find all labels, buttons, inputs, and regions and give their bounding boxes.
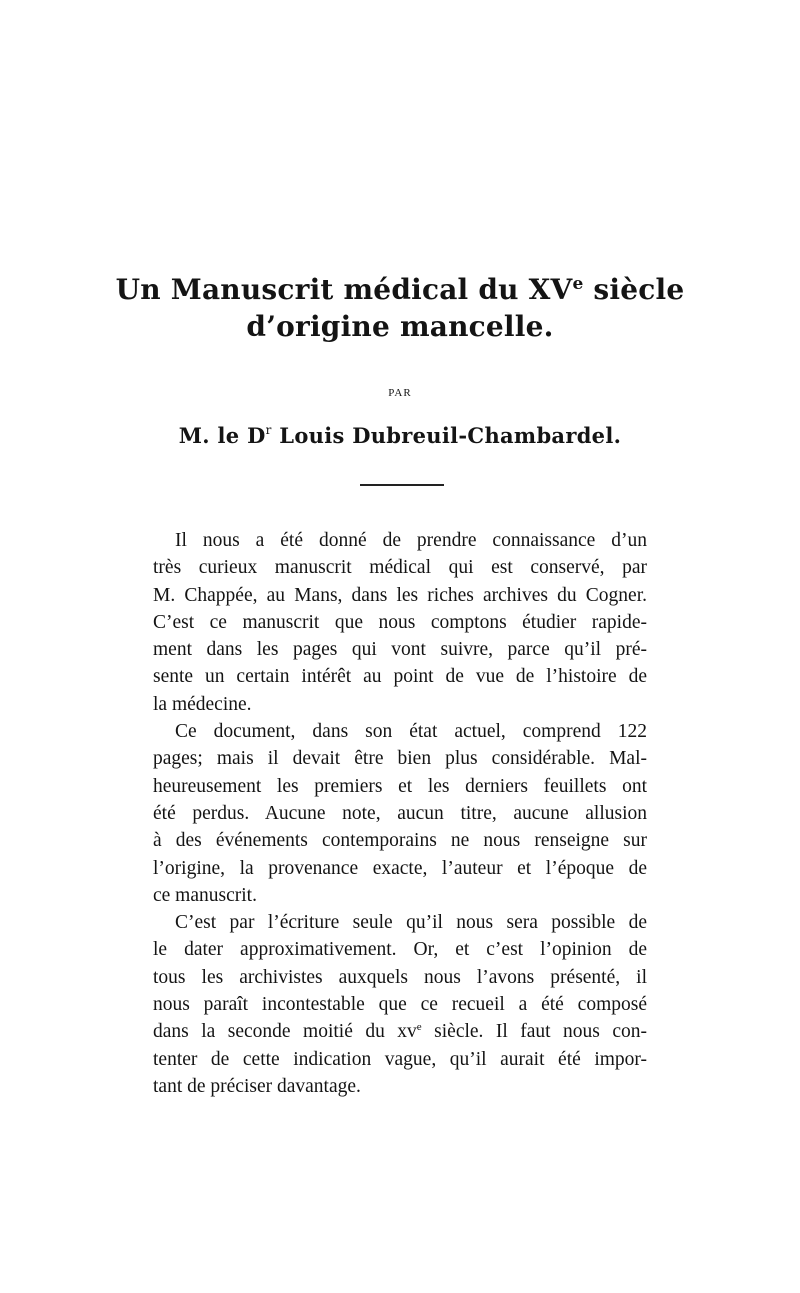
par-label: PAR bbox=[388, 387, 412, 399]
text-line: sente un certain intérêt au point de vue de l’histoire de bbox=[153, 666, 647, 688]
text-line: très curieux manuscrit médical qui est conservé, par bbox=[153, 557, 647, 579]
text-segment: dans la seconde moitié du xv bbox=[153, 1021, 417, 1043]
body-text bbox=[153, 527, 647, 1100]
text-line: M. Chappée, au Mans, dans les riches archives du Cogner. bbox=[153, 584, 647, 606]
text-line: Il nous a été donné de prendre connaissance d’un bbox=[175, 530, 647, 551]
author-line bbox=[100, 421, 700, 454]
text-line: Ce document, dans son état actuel, comprend 122 bbox=[175, 721, 647, 743]
text-line: C’est ce manuscrit que nous comptons étudier rapide- bbox=[153, 611, 647, 633]
text-line: heureusement les premiers et les derniers feuillets ont bbox=[153, 775, 647, 797]
text-line: C’est par l’écriture seule qu’il nous sera possible de bbox=[175, 912, 647, 934]
title-text-end: siècle bbox=[583, 273, 685, 306]
text-line: la médecine. bbox=[153, 693, 252, 715]
text-line: tenter de cette indication vague, qu’il aurait été impor- bbox=[153, 1048, 647, 1070]
section-divider bbox=[360, 484, 444, 486]
article-title-line-2: d’origine mancelle. bbox=[246, 310, 554, 343]
title-text: Un Manuscrit médical du XV bbox=[115, 273, 573, 306]
text-line bbox=[153, 1018, 647, 1045]
author-superscript: r bbox=[265, 423, 272, 437]
author-name: Louis Dubreuil-Chambardel. bbox=[271, 423, 622, 448]
text-line: tous les archivistes auxquels nous l’avons présenté, il bbox=[153, 966, 647, 988]
text-line: le dater approximativement. Or, et c’est l’opinion de bbox=[153, 939, 647, 961]
article-title-line-1 bbox=[100, 271, 700, 313]
text-line: nous paraît incontestable que ce recueil a été composé bbox=[153, 994, 647, 1016]
text-segment: siècle. Il faut nous con- bbox=[421, 1021, 648, 1043]
text-line: à des événements contemporains ne nous renseigne sur bbox=[153, 830, 647, 852]
text-line: tant de préciser davantage. bbox=[153, 1075, 361, 1097]
text-line: l’origine, la provenance exacte, l’auteur et l’époque de bbox=[153, 857, 647, 879]
text-line: ment dans les pages qui vont suivre, parce qu’il pré- bbox=[153, 639, 647, 661]
text-line: été perdus. Aucune note, aucun titre, aucune allusion bbox=[153, 802, 647, 824]
author-prefix: M. le D bbox=[178, 423, 266, 448]
text-line: pages; mais il devait être bien plus considérable. Mal- bbox=[153, 748, 647, 770]
title-superscript: e bbox=[572, 274, 584, 294]
text-line: ce manuscrit. bbox=[153, 884, 257, 906]
century-superscript: e bbox=[416, 1021, 422, 1034]
